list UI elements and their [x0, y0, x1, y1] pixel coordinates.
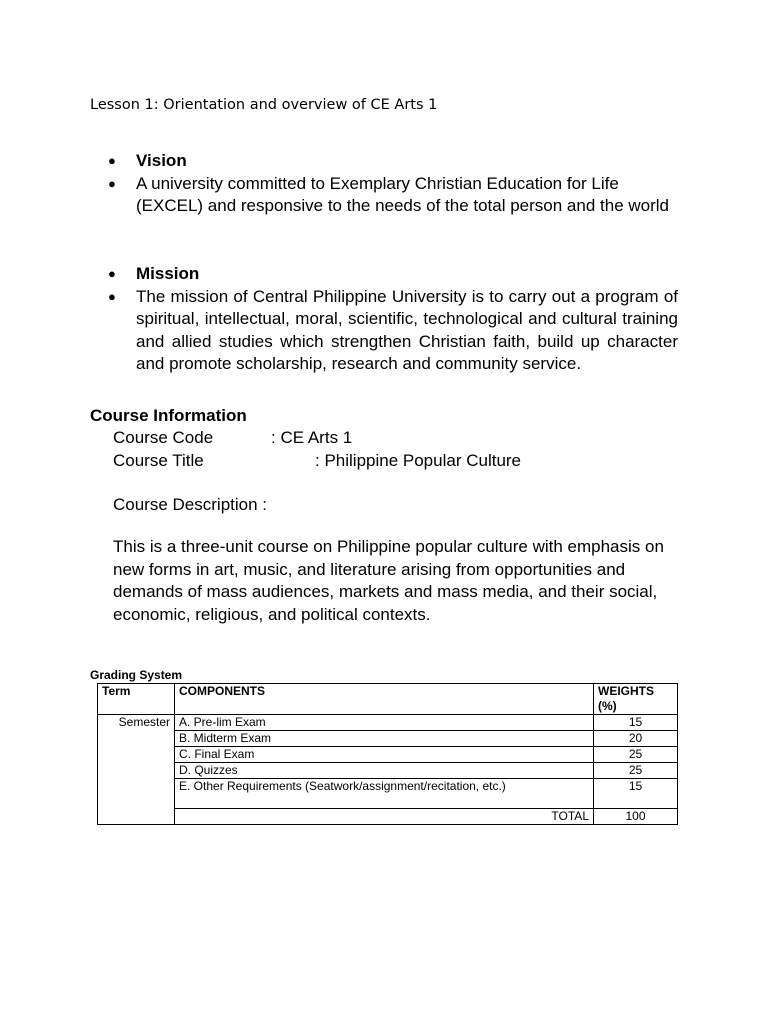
term-cell-empty [98, 779, 175, 809]
term-cell-empty [98, 731, 175, 747]
component-cell: B. Midterm Exam [175, 731, 594, 747]
lesson-title: Lesson 1: Orientation and overview of CE Arts 1 [90, 97, 438, 113]
term-header: Term [98, 684, 175, 715]
list-item [108, 173, 678, 218]
grading-system-heading: Grading System [90, 668, 183, 682]
table-row [98, 715, 678, 731]
weights-header: WEIGHTS (%) [594, 684, 678, 715]
component-cell: E. Other Requirements (Seatwork/assignment/recitation, etc.) [175, 779, 594, 809]
mission-text: The mission of Central Philippine University is to carry out a program of spiritual, intellectual, moral, scientific, technological and cultural training and allied studies which strengthen Christian faith, build up character and promote scholarship, research and community service. [136, 286, 678, 373]
weight-cell: 25 [594, 747, 678, 763]
weight-cell: 15 [594, 779, 678, 809]
table-total-row [98, 809, 678, 825]
vision-section [108, 150, 678, 218]
total-label: TOTAL [175, 809, 594, 825]
component-cell: A. Pre-lim Exam [175, 715, 594, 731]
course-title-value: : Philippine Popular Culture [315, 451, 522, 470]
bullet-icon: ● [108, 153, 116, 168]
list-item [108, 286, 678, 376]
weight-cell: 20 [594, 731, 678, 747]
table-row [98, 747, 678, 763]
bullet-icon: ● [108, 266, 116, 281]
course-code-label: Course Code [113, 428, 214, 447]
table-row [98, 763, 678, 779]
term-cell: Semester [98, 715, 175, 731]
component-cell: D. Quizzes [175, 763, 594, 779]
course-description-label: Course Description : [113, 495, 268, 514]
component-cell: C. Final Exam [175, 747, 594, 763]
term-cell-empty [98, 763, 175, 779]
weight-cell: 15 [594, 715, 678, 731]
course-title-label: Course Title [113, 451, 204, 470]
table-header-row [98, 684, 678, 715]
bullet-icon: ● [108, 175, 116, 191]
course-description-text: This is a three-unit course on Philippine popular culture with emphasis on new forms in art, music, and literature arising from opportunities and demands of mass audiences, markets and mass media, and their social, economic, religious, and political contexts. [113, 537, 664, 624]
vision-text: A university committed to Exemplary Christian Education for Life (EXCEL) and responsive to the needs of the total person and the world [136, 173, 669, 215]
list-item [108, 150, 678, 173]
vision-heading: Vision [136, 151, 187, 170]
weight-cell: 25 [594, 763, 678, 779]
term-cell-empty [98, 809, 175, 825]
term-cell-empty [98, 747, 175, 763]
mission-heading: Mission [136, 264, 200, 283]
grading-table [97, 683, 678, 825]
components-header: COMPONENTS [175, 684, 594, 715]
bullet-icon: ● [108, 288, 116, 304]
table-row [98, 779, 678, 809]
course-code-value: : CE Arts 1 [271, 428, 353, 447]
table-row [98, 731, 678, 747]
course-information-heading: Course Information [90, 406, 247, 425]
mission-section [108, 263, 678, 376]
total-value: 100 [594, 809, 678, 825]
list-item [108, 263, 678, 286]
